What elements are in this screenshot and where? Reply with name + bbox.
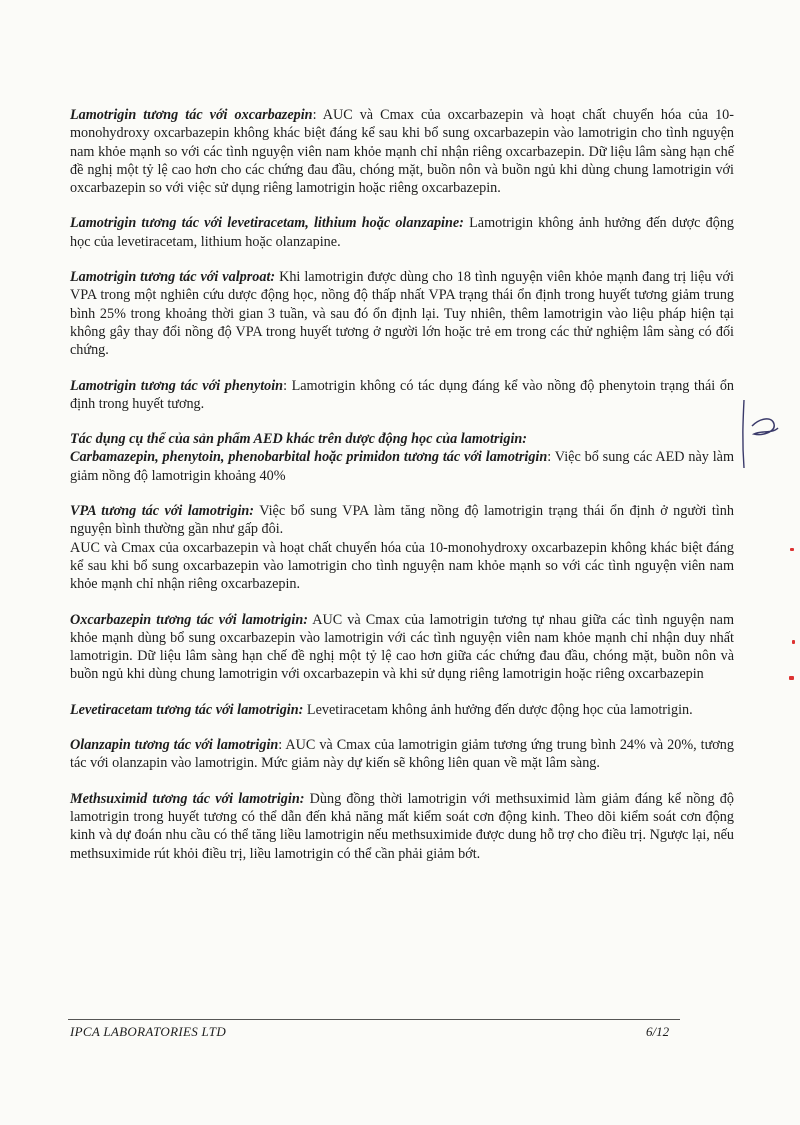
paragraph-text: Levetiracetam không ảnh hưởng đến dược động học của lamotrigin. (303, 701, 693, 718)
paragraph-olanzapin (70, 736, 734, 773)
paragraph-oxcarbazepin-lamotrigin (70, 611, 734, 684)
paragraph-heading: Levetiracetam tương tác với lamotrigin: (70, 701, 304, 718)
footer-company: IPCA LABORATORIES LTD (70, 1024, 227, 1039)
paragraph-text: : Việc bổ sung các AED này làm giảm nồng độ lamotrigin khoảng 40% (70, 449, 734, 484)
paragraph-heading: Lamotrigin tương tác với valproat: (70, 269, 276, 286)
paragraph-heading: Carbamazepin, phenytoin, phenobarbital hoặc primidon tương tác với lamotrigin (70, 449, 548, 466)
document-body (70, 106, 734, 880)
paragraph-text: : AUC và Cmax của oxcarbazepin và hoạt chất chuyển hóa của 10-monohydroxy oxcarbazepin không khác biệt đáng kể sau khi bổ sung oxcarbazepin vào lamotrigin cho tình nguyện nam khỏe mạnh so với các tình nguyện viên nam khỏe mạnh chỉ nhận riêng oxcarbazepin. Dữ liệu lâm sàng hạn chế đề nghị một tỷ lệ cao hơn cho các chứng đau đầu, chóng mặt, buồn nôn và buồn ngủ khi dùng chung lamotrigin với oxcarbazepin so với việc sử dụng riêng lamotrigin hoặc riêng oxcarbazepin. (70, 107, 734, 197)
section-heading: Tác dụng cụ thể của sản phẩm AED khác trên dược động học của lamotrigin: (70, 431, 528, 448)
paragraph-oxcarbazepin (70, 106, 734, 197)
paragraph-heading: Olanzapin tương tác với lamotrigin (70, 737, 279, 754)
paragraph-text: Dùng đồng thời lamotrigin với methsuximid làm giảm đáng kể nồng độ lamotrigin trong huyết tương có thể dẫn đến khả năng mất kiểm soát cơn động kinh. Theo dõi kiểm soát cơn động kinh và dự đoán nhu cầu có thể tăng liều lamotrigin nếu methsuximide được dung hỗ trợ cho điều trị. Ngược lại, nếu methsuximide rút khỏi điều trị, liều lamotrigin có thể cần phải giảm bớt. (70, 790, 734, 862)
footer-divider (68, 1019, 680, 1020)
paragraph-text: AUC và Cmax của lamotrigin tương tự nhau giữa các tình nguyện nam khỏe mạnh dùng bổ sung oxcarbazepin vào lamotrigin với các tình nguyện viên nam khỏe mạnh chỉ nhận duy nhất lamotrigin. Dữ liệu lâm sàng hạn chế đề nghị một tỷ lệ cao hơn giữa các chứng đau đầu, chóng mặt, buồn nôn và buồn ngủ khi dùng chung lamotrigin với oxcarbazepin và khi sử dụng riêng lamotrigin hoặc riêng oxcarbazepin (70, 611, 734, 683)
paragraph-text: AUC và Cmax của oxcarbazepin và hoạt chất chuyển hóa của 10-monohydroxy oxcarbazepin không khác biệt đáng kể sau khi bổ sung oxcarbazepin vào lamotrigin cho tình nguyện nam khỏe mạnh so với các tình nguyện viên nam khỏe mạnh chỉ nhận riêng oxcarbazepin. (70, 539, 734, 593)
paragraph-levetiracetam (70, 701, 734, 719)
red-mark (792, 640, 795, 644)
paragraph-carbamazepin (70, 448, 734, 485)
paragraph-auc-oxcarbazepin (70, 539, 734, 594)
section-heading-aed (70, 430, 734, 448)
paragraph-levetiracetam-lithium-olanzapine (70, 214, 734, 251)
paragraph-heading: Methsuximid tương tác với lamotrigin: (70, 790, 305, 807)
paragraph-text: Lamotrigin không ảnh hưởng đến dược động học của levetiracetam, lithium hoặc olanzapine. (70, 215, 735, 250)
paragraph-valproat (70, 268, 734, 359)
paragraph-text: Khi lamotrigin được dùng cho 18 tình nguyện viên khỏe mạnh đang trị liệu với VPA trong một nghiên cứu dược động học, nồng độ thấp nhất VPA trạng thái ổn định trong huyết tương giảm trung bình 25% trong khoảng thời gian 3 tuần, và sau đó ổn định lại. Tuy nhiên, thêm lamotrigin vào liệu pháp hiện tại không gây thay đổi nồng độ VPA trong huyết tương ở người lớn hoặc trẻ em trong các thử nghiệm lâm sàng có đối chứng. (70, 269, 734, 359)
footer-page-number: 6/12 (646, 1024, 670, 1039)
paragraph-heading: Lamotrigin tương tác với oxcarbazepin (70, 107, 313, 123)
paragraph-vpa (70, 502, 734, 539)
paragraph-text: : AUC và Cmax của lamotrigin giảm tương ứng trung bình 24% và 20%, tương tác với olanzapin vào lamotrigin. Mức giảm này dự kiến sẽ không liên quan về mặt lâm sàng. (70, 737, 734, 772)
paragraph-heading: Oxcarbazepin tương tác với lamotrigin: (70, 611, 308, 628)
paragraph-text: Việc bổ sung VPA làm tăng nồng độ lamotrigin trạng thái ổn định ở người tình nguyện bình thường gần như gấp đôi. (70, 503, 734, 538)
paragraph-heading: VPA tương tác với lamotrigin: (70, 503, 254, 520)
red-mark (789, 676, 794, 680)
paragraph-phenytoin (70, 377, 734, 414)
paragraph-text: : Lamotrigin không có tác dụng đáng kể vào nồng độ phenytoin trạng thái ổn định trong huyết tương. (70, 377, 735, 412)
paragraph-heading: Lamotrigin tương tác với phenytoin (70, 377, 284, 394)
handwritten-margin-mark (738, 396, 784, 476)
paragraph-heading: Lamotrigin tương tác với levetiracetam, lithium hoặc olanzapine: (70, 215, 464, 232)
red-mark (790, 548, 794, 551)
paragraph-methsuximid (70, 790, 734, 863)
